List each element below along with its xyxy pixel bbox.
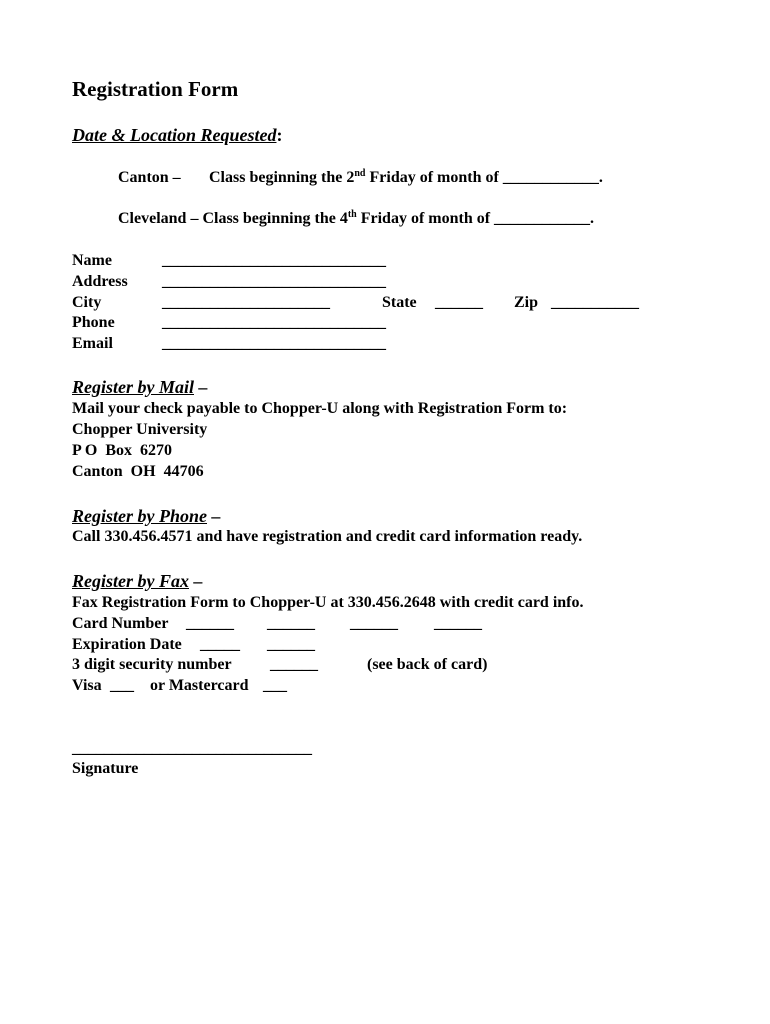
email-field[interactable]: ____________________________: [162, 335, 386, 352]
fax-heading: Register by Fax: [72, 571, 189, 591]
card-number-field-4[interactable]: ______: [434, 615, 482, 632]
state-field[interactable]: ______: [435, 294, 483, 311]
mail-heading-row: [72, 378, 208, 397]
expiration-month-field[interactable]: _____: [200, 636, 240, 653]
cleveland-ordinal: th: [347, 209, 357, 220]
canton-city-label: Canton –: [118, 169, 181, 186]
cleveland-class-text-after: Friday of month of ____________.: [356, 210, 595, 227]
phone-line-1: Call 330.456.4571 and have registration and credit card information ready.: [72, 528, 583, 545]
name-field[interactable]: ____________________________: [162, 252, 386, 269]
canton-class-row: [118, 170, 181, 186]
security-number-note: (see back of card): [367, 656, 488, 673]
card-number-field-2[interactable]: ______: [267, 615, 315, 632]
mastercard-field[interactable]: ___: [263, 677, 287, 694]
fax-heading-dash: –: [189, 571, 203, 591]
visa-label: Visa: [72, 677, 102, 694]
mail-line-4: Canton OH 44706: [72, 463, 204, 480]
expiration-label: Expiration Date: [72, 636, 182, 653]
phone-heading-dash: –: [207, 506, 221, 526]
mail-line-2: Chopper University: [72, 421, 208, 438]
phone-heading: Register by Phone: [72, 506, 207, 526]
mail-heading-dash: –: [194, 377, 208, 397]
mail-heading: Register by Mail: [72, 377, 194, 397]
visa-field[interactable]: ___: [110, 677, 134, 694]
security-number-label: 3 digit security number: [72, 656, 232, 673]
phone-field[interactable]: ____________________________: [162, 314, 386, 331]
expiration-year-field[interactable]: ______: [267, 636, 315, 653]
card-number-field-1[interactable]: ______: [186, 615, 234, 632]
canton-class-text-before: Class beginning the 2: [209, 169, 355, 186]
page-title: Registration Form: [72, 77, 239, 101]
name-label: Name: [72, 252, 112, 269]
canton-class-text-after: Friday of month of ____________.: [365, 169, 603, 186]
card-number-label: Card Number: [72, 615, 169, 632]
address-label: Address: [72, 273, 128, 290]
zip-label: Zip: [514, 294, 539, 311]
phone-label: Phone: [72, 314, 115, 331]
address-field[interactable]: ____________________________: [162, 273, 386, 290]
mastercard-label: or Mastercard: [150, 677, 249, 694]
phone-heading-row: [72, 507, 221, 526]
email-label: Email: [72, 335, 113, 352]
canton-ordinal: nd: [354, 168, 366, 179]
fax-heading-row: [72, 572, 203, 591]
date-location-heading: Date & Location Requested: [72, 125, 277, 145]
signature-label: Signature: [72, 760, 139, 777]
city-field[interactable]: _____________________: [162, 294, 330, 311]
canton-class-text: [209, 170, 603, 186]
signature-line[interactable]: ______________________________: [72, 740, 312, 757]
date-location-colon: :: [276, 125, 283, 145]
mail-line-3: P O Box 6270: [72, 442, 173, 459]
security-number-field[interactable]: ______: [270, 656, 318, 673]
mail-line-1: Mail your check payable to Chopper-U along with Registration Form to:: [72, 400, 568, 417]
zip-field[interactable]: ___________: [551, 294, 639, 311]
state-label: State: [382, 294, 417, 311]
city-label: City: [72, 294, 102, 311]
date-location-heading-row: [72, 126, 282, 145]
cleveland-class-row: [118, 211, 594, 227]
fax-line-1: Fax Registration Form to Chopper-U at 330.456.2648 with credit card info.: [72, 594, 584, 611]
card-number-field-3[interactable]: ______: [350, 615, 398, 632]
cleveland-class-text-before: Cleveland – Class beginning the 4: [118, 210, 348, 227]
